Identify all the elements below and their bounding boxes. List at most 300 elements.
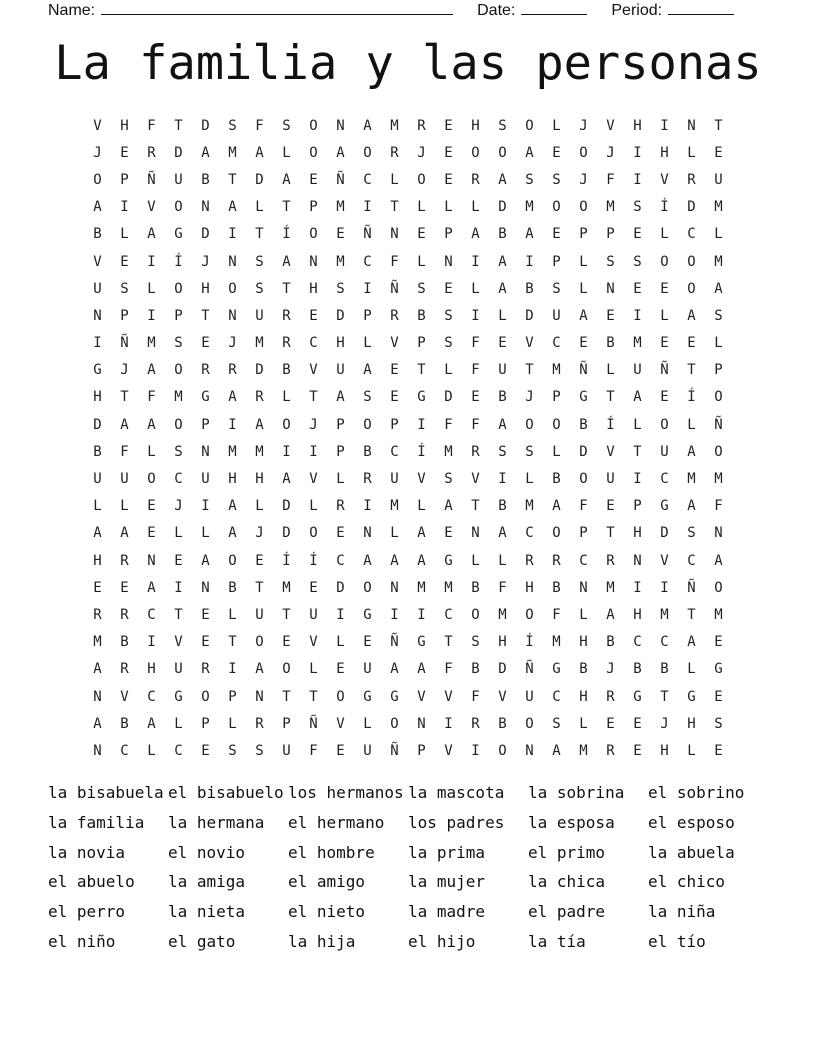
grid-letter[interactable]: A — [228, 389, 237, 406]
grid-letter[interactable]: B — [471, 579, 480, 596]
grid-letter[interactable]: J — [93, 144, 102, 161]
grid-letter[interactable]: A — [363, 362, 372, 379]
grid-letter[interactable]: S — [444, 335, 453, 352]
grid-letter[interactable]: N — [228, 253, 237, 270]
grid-letter[interactable]: M — [660, 606, 669, 623]
grid-letter[interactable]: O — [282, 661, 291, 678]
grid-letter[interactable]: P — [201, 416, 210, 433]
grid-letter[interactable]: T — [255, 226, 264, 243]
grid-letter[interactable]: T — [174, 117, 183, 134]
grid-letter[interactable]: A — [714, 280, 723, 297]
grid-letter[interactable]: P — [417, 335, 426, 352]
grid-letter[interactable]: G — [714, 661, 723, 678]
grid-letter[interactable]: D — [93, 416, 102, 433]
grid-letter[interactable]: L — [687, 661, 696, 678]
grid-letter[interactable]: I — [147, 634, 156, 651]
grid-letter[interactable]: M — [687, 471, 696, 488]
grid-letter[interactable]: L — [552, 117, 561, 134]
grid-letter[interactable]: O — [93, 171, 102, 188]
grid-letter[interactable]: A — [714, 552, 723, 569]
grid-letter[interactable]: F — [606, 171, 615, 188]
grid-letter[interactable]: P — [120, 307, 129, 324]
grid-letter[interactable]: E — [687, 335, 696, 352]
grid-letter[interactable]: L — [201, 525, 210, 542]
grid-letter[interactable]: P — [174, 307, 183, 324]
grid-letter[interactable]: Ñ — [390, 280, 399, 297]
grid-letter[interactable]: R — [525, 552, 534, 569]
grid-letter[interactable]: E — [201, 742, 210, 759]
grid-letter[interactable]: O — [309, 144, 318, 161]
grid-letter[interactable]: S — [525, 171, 534, 188]
grid-letter[interactable]: R — [471, 443, 480, 460]
grid-letter[interactable]: R — [120, 661, 129, 678]
grid-letter[interactable]: C — [147, 606, 156, 623]
grid-letter[interactable]: E — [471, 389, 480, 406]
grid-letter[interactable]: A — [687, 307, 696, 324]
grid-letter[interactable]: G — [633, 688, 642, 705]
grid-letter[interactable]: G — [687, 688, 696, 705]
grid-letter[interactable]: R — [120, 606, 129, 623]
grid-letter[interactable]: O — [147, 471, 156, 488]
grid-letter[interactable]: O — [687, 253, 696, 270]
grid-letter[interactable]: M — [255, 443, 264, 460]
grid-letter[interactable]: U — [174, 661, 183, 678]
grid-letter[interactable]: A — [633, 389, 642, 406]
grid-letter[interactable]: F — [255, 117, 264, 134]
grid-letter[interactable]: B — [606, 634, 615, 651]
grid-letter[interactable]: L — [417, 253, 426, 270]
grid-letter[interactable]: V — [309, 471, 318, 488]
grid-letter[interactable]: R — [282, 307, 291, 324]
grid-letter[interactable]: E — [147, 525, 156, 542]
grid-letter[interactable]: L — [444, 362, 453, 379]
grid-letter[interactable]: A — [579, 307, 588, 324]
grid-letter[interactable]: E — [390, 389, 399, 406]
grid-letter[interactable]: D — [201, 117, 210, 134]
grid-letter[interactable]: S — [687, 525, 696, 542]
grid-letter[interactable]: I — [147, 253, 156, 270]
grid-letter[interactable]: A — [417, 552, 426, 569]
grid-letter[interactable]: M — [552, 634, 561, 651]
grid-letter[interactable]: S — [255, 280, 264, 297]
grid-letter[interactable]: R — [471, 171, 480, 188]
grid-letter[interactable]: N — [255, 688, 264, 705]
grid-letter[interactable]: J — [579, 171, 588, 188]
grid-letter[interactable]: I — [201, 498, 210, 515]
grid-letter[interactable]: R — [606, 552, 615, 569]
grid-letter[interactable]: Í — [606, 416, 615, 433]
grid-letter[interactable]: I — [633, 579, 642, 596]
grid-letter[interactable]: E — [660, 335, 669, 352]
grid-letter[interactable]: L — [309, 661, 318, 678]
date-blank-line[interactable] — [521, 0, 587, 15]
grid-letter[interactable]: A — [228, 199, 237, 216]
grid-letter[interactable]: A — [552, 498, 561, 515]
grid-letter[interactable]: D — [282, 498, 291, 515]
grid-letter[interactable]: I — [282, 443, 291, 460]
grid-letter[interactable]: I — [228, 416, 237, 433]
grid-letter[interactable]: U — [282, 742, 291, 759]
grid-letter[interactable]: L — [93, 498, 102, 515]
grid-letter[interactable]: L — [336, 471, 345, 488]
grid-letter[interactable]: H — [309, 280, 318, 297]
grid-letter[interactable]: N — [147, 552, 156, 569]
grid-letter[interactable]: B — [471, 661, 480, 678]
grid-letter[interactable]: Ñ — [336, 171, 345, 188]
grid-letter[interactable]: D — [687, 199, 696, 216]
grid-letter[interactable]: B — [498, 389, 507, 406]
grid-letter[interactable]: A — [282, 471, 291, 488]
grid-letter[interactable]: N — [93, 742, 102, 759]
grid-letter[interactable]: R — [390, 307, 399, 324]
grid-letter[interactable]: Í — [417, 443, 426, 460]
grid-letter[interactable]: A — [363, 117, 372, 134]
grid-letter[interactable]: A — [498, 416, 507, 433]
grid-letter[interactable]: V — [606, 117, 615, 134]
grid-letter[interactable]: B — [120, 715, 129, 732]
grid-letter[interactable]: A — [93, 199, 102, 216]
grid-letter[interactable]: V — [660, 171, 669, 188]
grid-letter[interactable]: A — [417, 661, 426, 678]
grid-letter[interactable]: E — [714, 144, 723, 161]
grid-letter[interactable]: I — [363, 280, 372, 297]
grid-letter[interactable]: E — [120, 253, 129, 270]
grid-letter[interactable]: V — [390, 335, 399, 352]
grid-letter[interactable]: A — [687, 634, 696, 651]
grid-letter[interactable]: A — [498, 171, 507, 188]
grid-letter[interactable]: V — [417, 688, 426, 705]
grid-letter[interactable]: I — [363, 199, 372, 216]
grid-letter[interactable]: N — [201, 443, 210, 460]
grid-letter[interactable]: H — [93, 552, 102, 569]
grid-letter[interactable]: A — [255, 416, 264, 433]
grid-letter[interactable]: M — [147, 335, 156, 352]
grid-letter[interactable]: S — [633, 253, 642, 270]
grid-letter[interactable]: G — [93, 362, 102, 379]
grid-letter[interactable]: G — [363, 688, 372, 705]
grid-letter[interactable]: P — [579, 525, 588, 542]
grid-letter[interactable]: C — [660, 471, 669, 488]
grid-letter[interactable]: V — [309, 362, 318, 379]
grid-letter[interactable]: F — [120, 443, 129, 460]
grid-letter[interactable]: R — [201, 362, 210, 379]
grid-letter[interactable]: S — [552, 171, 561, 188]
grid-letter[interactable]: V — [471, 471, 480, 488]
grid-letter[interactable]: O — [660, 253, 669, 270]
grid-letter[interactable]: G — [363, 606, 372, 623]
grid-letter[interactable]: A — [255, 144, 264, 161]
grid-letter[interactable]: L — [174, 715, 183, 732]
grid-letter[interactable]: G — [174, 688, 183, 705]
grid-letter[interactable]: S — [606, 253, 615, 270]
grid-letter[interactable]: B — [93, 226, 102, 243]
grid-letter[interactable]: U — [363, 742, 372, 759]
grid-letter[interactable]: O — [363, 416, 372, 433]
grid-letter[interactable]: V — [93, 117, 102, 134]
grid-letter[interactable]: B — [363, 443, 372, 460]
grid-letter[interactable]: N — [390, 226, 399, 243]
grid-letter[interactable]: C — [120, 742, 129, 759]
grid-letter[interactable]: P — [336, 416, 345, 433]
grid-letter[interactable]: T — [687, 606, 696, 623]
grid-letter[interactable]: O — [714, 443, 723, 460]
grid-letter[interactable]: E — [660, 280, 669, 297]
grid-letter[interactable]: Ñ — [525, 661, 534, 678]
grid-letter[interactable]: T — [606, 389, 615, 406]
grid-letter[interactable]: S — [228, 117, 237, 134]
grid-letter[interactable]: O — [174, 362, 183, 379]
grid-letter[interactable]: R — [687, 171, 696, 188]
grid-letter[interactable]: F — [498, 579, 507, 596]
grid-letter[interactable]: R — [606, 688, 615, 705]
grid-letter[interactable]: C — [687, 226, 696, 243]
grid-letter[interactable]: S — [174, 335, 183, 352]
grid-letter[interactable]: O — [552, 416, 561, 433]
grid-letter[interactable]: E — [201, 634, 210, 651]
grid-letter[interactable]: J — [660, 715, 669, 732]
grid-letter[interactable]: E — [633, 742, 642, 759]
grid-letter[interactable]: B — [606, 335, 615, 352]
grid-letter[interactable]: E — [174, 552, 183, 569]
grid-letter[interactable]: H — [633, 606, 642, 623]
grid-letter[interactable]: J — [606, 661, 615, 678]
grid-letter[interactable]: H — [255, 471, 264, 488]
grid-letter[interactable]: I — [228, 226, 237, 243]
grid-letter[interactable]: T — [660, 688, 669, 705]
grid-letter[interactable]: N — [525, 742, 534, 759]
grid-letter[interactable]: M — [336, 199, 345, 216]
grid-letter[interactable]: V — [417, 471, 426, 488]
grid-letter[interactable]: E — [633, 715, 642, 732]
grid-letter[interactable]: O — [660, 416, 669, 433]
grid-letter[interactable]: H — [579, 688, 588, 705]
grid-letter[interactable]: L — [660, 307, 669, 324]
grid-letter[interactable]: F — [471, 362, 480, 379]
grid-letter[interactable]: D — [498, 199, 507, 216]
grid-letter[interactable]: T — [282, 688, 291, 705]
grid-letter[interactable]: A — [201, 552, 210, 569]
grid-letter[interactable]: J — [228, 335, 237, 352]
grid-letter[interactable]: A — [390, 661, 399, 678]
grid-letter[interactable]: T — [282, 199, 291, 216]
grid-letter[interactable]: R — [363, 471, 372, 488]
grid-letter[interactable]: N — [471, 525, 480, 542]
grid-letter[interactable]: I — [633, 144, 642, 161]
grid-letter[interactable]: F — [309, 742, 318, 759]
grid-letter[interactable]: O — [579, 199, 588, 216]
grid-letter[interactable]: L — [687, 742, 696, 759]
grid-letter[interactable]: L — [255, 199, 264, 216]
grid-letter[interactable]: A — [606, 606, 615, 623]
period-blank-line[interactable] — [668, 0, 734, 15]
grid-letter[interactable]: L — [444, 199, 453, 216]
grid-letter[interactable]: B — [282, 362, 291, 379]
grid-letter[interactable]: H — [660, 144, 669, 161]
grid-letter[interactable]: D — [579, 443, 588, 460]
grid-letter[interactable]: E — [309, 579, 318, 596]
grid-letter[interactable]: P — [120, 171, 129, 188]
grid-letter[interactable]: E — [552, 144, 561, 161]
grid-letter[interactable]: H — [471, 117, 480, 134]
grid-letter[interactable]: O — [525, 117, 534, 134]
grid-letter[interactable]: L — [147, 742, 156, 759]
grid-letter[interactable]: H — [498, 634, 507, 651]
grid-letter[interactable]: R — [336, 498, 345, 515]
grid-letter[interactable]: A — [552, 742, 561, 759]
grid-letter[interactable]: B — [417, 307, 426, 324]
grid-letter[interactable]: R — [255, 389, 264, 406]
grid-letter[interactable]: B — [228, 579, 237, 596]
grid-letter[interactable]: J — [255, 525, 264, 542]
grid-letter[interactable]: C — [687, 552, 696, 569]
grid-letter[interactable]: Í — [174, 253, 183, 270]
grid-letter[interactable]: Í — [687, 389, 696, 406]
grid-letter[interactable]: F — [552, 606, 561, 623]
grid-letter[interactable]: I — [93, 335, 102, 352]
grid-letter[interactable]: P — [228, 688, 237, 705]
grid-letter[interactable]: R — [606, 742, 615, 759]
grid-letter[interactable]: S — [525, 443, 534, 460]
grid-letter[interactable]: A — [201, 144, 210, 161]
grid-letter[interactable]: T — [309, 389, 318, 406]
grid-letter[interactable]: M — [579, 742, 588, 759]
grid-letter[interactable]: M — [228, 144, 237, 161]
grid-letter[interactable]: E — [714, 742, 723, 759]
grid-letter[interactable]: J — [579, 117, 588, 134]
grid-letter[interactable]: E — [552, 226, 561, 243]
grid-letter[interactable]: O — [498, 144, 507, 161]
grid-letter[interactable]: E — [309, 171, 318, 188]
grid-letter[interactable]: O — [579, 471, 588, 488]
grid-letter[interactable]: V — [147, 199, 156, 216]
grid-letter[interactable]: E — [444, 117, 453, 134]
grid-letter[interactable]: E — [660, 389, 669, 406]
grid-letter[interactable]: B — [579, 416, 588, 433]
grid-letter[interactable]: Ñ — [579, 362, 588, 379]
grid-letter[interactable]: H — [687, 715, 696, 732]
grid-letter[interactable]: F — [471, 688, 480, 705]
grid-letter[interactable]: I — [633, 307, 642, 324]
grid-letter[interactable]: L — [363, 335, 372, 352]
grid-letter[interactable]: V — [606, 443, 615, 460]
grid-letter[interactable]: E — [120, 579, 129, 596]
grid-letter[interactable]: M — [606, 199, 615, 216]
grid-letter[interactable]: T — [417, 362, 426, 379]
grid-letter[interactable]: M — [417, 579, 426, 596]
grid-letter[interactable]: Ñ — [363, 226, 372, 243]
grid-letter[interactable]: V — [660, 552, 669, 569]
grid-letter[interactable]: L — [579, 280, 588, 297]
grid-letter[interactable]: N — [336, 117, 345, 134]
grid-letter[interactable]: T — [390, 199, 399, 216]
grid-letter[interactable]: V — [336, 715, 345, 732]
grid-letter[interactable]: G — [201, 389, 210, 406]
grid-letter[interactable]: O — [390, 715, 399, 732]
grid-letter[interactable]: T — [228, 634, 237, 651]
grid-letter[interactable]: Í — [282, 226, 291, 243]
grid-letter[interactable]: M — [444, 443, 453, 460]
grid-letter[interactable]: Ñ — [660, 362, 669, 379]
grid-letter[interactable]: I — [363, 498, 372, 515]
grid-letter[interactable]: E — [606, 498, 615, 515]
grid-letter[interactable]: T — [714, 117, 723, 134]
grid-letter[interactable]: A — [282, 253, 291, 270]
grid-letter[interactable]: S — [228, 742, 237, 759]
grid-letter[interactable]: B — [660, 661, 669, 678]
grid-letter[interactable]: E — [417, 226, 426, 243]
grid-letter[interactable]: R — [228, 362, 237, 379]
grid-letter[interactable]: A — [336, 144, 345, 161]
grid-letter[interactable]: A — [282, 171, 291, 188]
grid-letter[interactable]: O — [282, 416, 291, 433]
grid-letter[interactable]: B — [93, 443, 102, 460]
grid-letter[interactable]: T — [120, 389, 129, 406]
grid-letter[interactable]: J — [417, 144, 426, 161]
grid-letter[interactable]: C — [579, 552, 588, 569]
grid-letter[interactable]: L — [606, 362, 615, 379]
grid-letter[interactable]: L — [228, 715, 237, 732]
grid-letter[interactable]: S — [444, 307, 453, 324]
grid-letter[interactable]: L — [309, 498, 318, 515]
grid-letter[interactable]: E — [147, 498, 156, 515]
grid-letter[interactable]: L — [390, 525, 399, 542]
grid-letter[interactable]: H — [633, 117, 642, 134]
grid-letter[interactable]: M — [525, 199, 534, 216]
grid-letter[interactable]: U — [255, 606, 264, 623]
grid-letter[interactable]: G — [552, 661, 561, 678]
grid-letter[interactable]: E — [93, 579, 102, 596]
grid-letter[interactable]: V — [309, 634, 318, 651]
grid-letter[interactable]: M — [390, 498, 399, 515]
grid-letter[interactable]: N — [201, 199, 210, 216]
grid-letter[interactable]: E — [633, 226, 642, 243]
grid-letter[interactable]: I — [147, 307, 156, 324]
grid-letter[interactable]: R — [471, 715, 480, 732]
grid-letter[interactable]: O — [309, 525, 318, 542]
grid-letter[interactable]: L — [282, 389, 291, 406]
grid-letter[interactable]: D — [336, 307, 345, 324]
grid-letter[interactable]: P — [714, 362, 723, 379]
grid-letter[interactable]: N — [390, 579, 399, 596]
grid-letter[interactable]: M — [93, 634, 102, 651]
grid-letter[interactable]: C — [147, 688, 156, 705]
grid-letter[interactable]: E — [444, 280, 453, 297]
grid-letter[interactable]: N — [93, 307, 102, 324]
grid-letter[interactable]: J — [120, 362, 129, 379]
grid-letter[interactable]: A — [363, 552, 372, 569]
grid-letter[interactable]: E — [309, 307, 318, 324]
grid-letter[interactable]: T — [174, 606, 183, 623]
grid-letter[interactable]: T — [525, 362, 534, 379]
grid-letter[interactable]: L — [390, 171, 399, 188]
grid-letter[interactable]: D — [444, 389, 453, 406]
grid-letter[interactable]: R — [255, 715, 264, 732]
grid-letter[interactable]: C — [525, 525, 534, 542]
grid-letter[interactable]: L — [417, 199, 426, 216]
grid-letter[interactable]: D — [174, 144, 183, 161]
grid-letter[interactable]: N — [579, 579, 588, 596]
grid-letter[interactable]: D — [282, 525, 291, 542]
grid-letter[interactable]: A — [93, 661, 102, 678]
grid-letter[interactable]: R — [390, 144, 399, 161]
grid-letter[interactable]: U — [93, 471, 102, 488]
grid-letter[interactable]: S — [282, 117, 291, 134]
grid-letter[interactable]: D — [255, 171, 264, 188]
grid-letter[interactable]: S — [255, 742, 264, 759]
grid-letter[interactable]: T — [309, 688, 318, 705]
grid-letter[interactable]: E — [201, 606, 210, 623]
grid-letter[interactable]: C — [660, 634, 669, 651]
